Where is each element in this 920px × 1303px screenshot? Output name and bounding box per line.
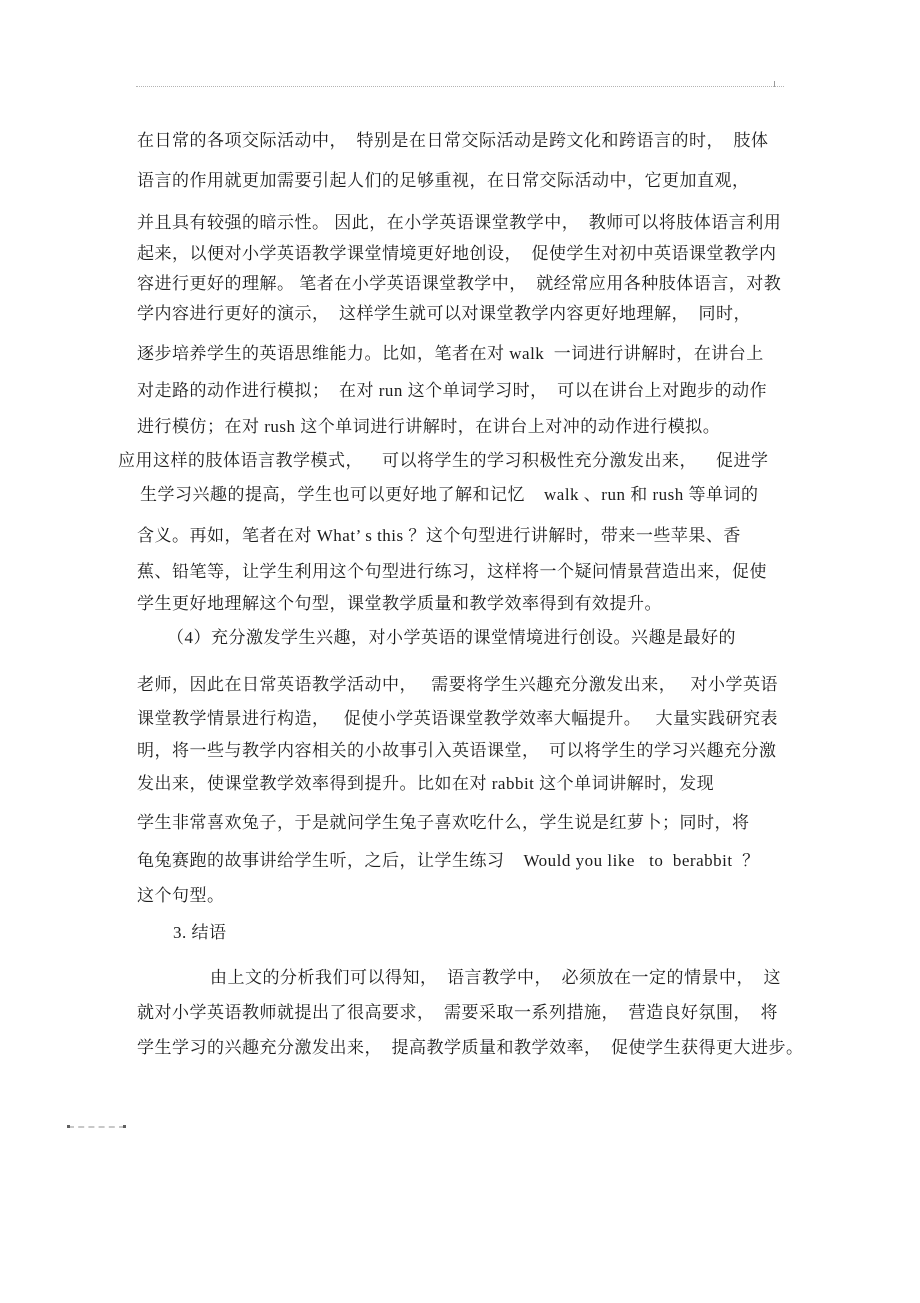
dashed-separator-end-right <box>123 1125 126 1128</box>
text-line: 逐步培养学生的英语思维能力。比如，笔者在对 walk 一词进行讲解时，在讲台上 <box>137 344 764 363</box>
dashed-separator <box>68 1126 125 1128</box>
text-line: 起来，以便对小学英语教学课堂情境更好地创设， 促使学生对初中英语课堂教学内 <box>137 244 777 263</box>
text-line: 这个句型。 <box>137 886 225 905</box>
text-line: 明，将一些与教学内容相关的小故事引入英语课堂， 可以将学生的学习兴趣充分激 <box>137 741 777 760</box>
text-line: 学内容进行更好的演示， 这样学生就可以对课堂教学内容更好地理解， 同时， <box>137 304 751 323</box>
text-line: 容进行更好的理解。 笔者在小学英语课堂教学中， 就经常应用各种肢体语言，对教 <box>137 274 782 293</box>
text-line: 含义。再如，笔者在对 What’ s this ？这个句型进行讲解时，带来一些苹果、香 <box>137 526 741 545</box>
text-line: 对走路的动作进行模拟； 在对 run 这个单词学习时， 可以在讲台上对跑步的动作 <box>137 381 768 400</box>
text-line: 学生学习的兴趣充分激发出来， 提高教学质量和教学效率， 促使学生获得更大进步。 <box>137 1038 804 1057</box>
text-line: 由上文的分析我们可以得知， 语言教学中， 必须放在一定的情景中， 这 <box>210 968 781 987</box>
text-line: 在日常的各项交际活动中， 特别是在日常交际活动是跨文化和跨语言的时， 肢体 <box>137 131 769 150</box>
section-heading: 3. 结语 <box>173 923 227 942</box>
text-line: 发出来，使课堂教学效率得到提升。比如在对 rabbit 这个单词讲解时，发现 <box>137 774 715 793</box>
text-line: 语言的作用就更加需要引起人们的足够重视，在日常交际活动中，它更加直观， <box>137 171 750 190</box>
text-line: 龟兔赛跑的故事讲给学生听，之后，让学生练习 Would you like to berabbit ？ <box>137 851 760 870</box>
header-rule-tick <box>774 81 775 87</box>
text-line: 应用这样的肢体语言教学模式， 可以将学生的学习积极性充分激发出来， 促进学 <box>118 451 769 470</box>
header-rule <box>136 86 784 87</box>
text-line: 进行模仿；在对 rush 这个单词进行讲解时，在讲台上对冲的动作进行模拟。 <box>137 417 721 436</box>
text-line: 生学习兴趣的提高，学生也可以更好地了解和记忆 walk 、run 和 rush 等单词的 <box>140 485 759 504</box>
text-line: 并且具有较强的暗示性。 因此，在小学英语课堂教学中， 教师可以将肢体语言利用 <box>137 213 782 232</box>
text-line-section-item: （4）充分激发学生兴趣，对小学英语的课堂情境进行创设。兴趣是最好的 <box>167 628 736 647</box>
text-line: 就对小学英语教师就提出了很高要求， 需要采取一系列措施， 营造良好氛围， 将 <box>137 1003 778 1022</box>
text-line: 课堂教学情景进行构造， 促使小学英语课堂教学效率大幅提升。 大量实践研究表 <box>137 709 778 728</box>
text-line: 学生非常喜欢兔子，于是就问学生兔子喜欢吃什么，学生说是红萝卜；同时，将 <box>137 813 750 832</box>
text-line: 蕉、铅笔等，让学生利用这个句型进行练习，这样将一个疑问情景营造出来，促使 <box>137 562 767 581</box>
text-line: 老师，因此在日常英语教学活动中， 需要将学生兴趣充分激发出来， 对小学英语 <box>137 675 778 694</box>
dashed-separator-end-left <box>67 1125 70 1128</box>
text-line: 学生更好地理解这个句型，课堂教学质量和教学效率得到有效提升。 <box>137 594 662 613</box>
